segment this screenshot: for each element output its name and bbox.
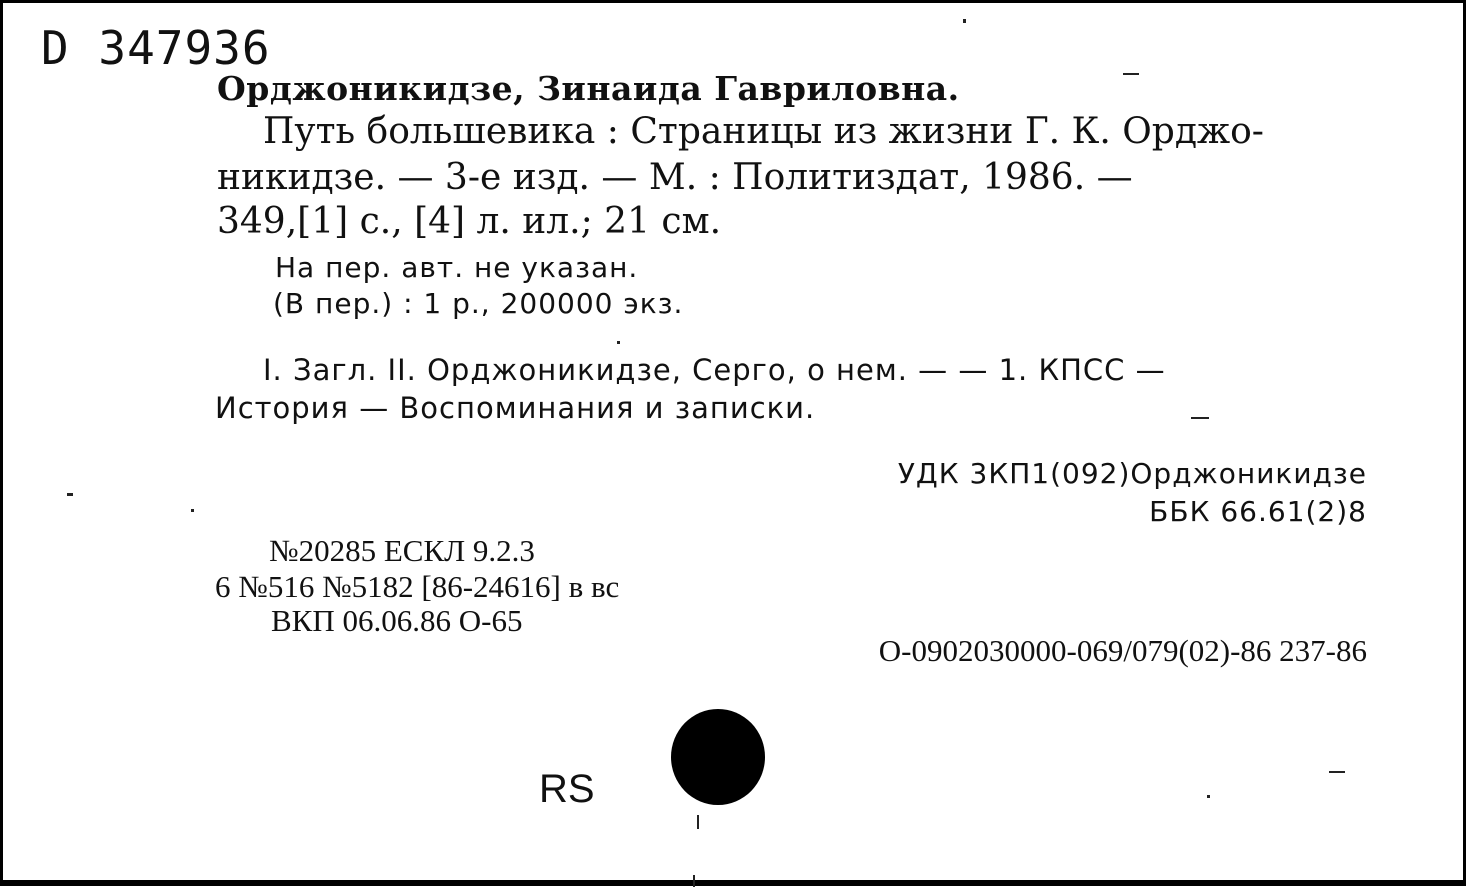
call-number: D 347936 bbox=[41, 21, 271, 75]
note-line-2: (В пер.) : 1 р., 200000 экз. bbox=[273, 287, 684, 320]
location-mark: RS bbox=[539, 767, 595, 811]
tracing-line-2: История — Воспоминания и записки. bbox=[215, 391, 816, 425]
dust-speck bbox=[1329, 771, 1345, 773]
udk-code: УДК 3КП1(092)Орджоникидзе bbox=[897, 457, 1367, 490]
dust-speck bbox=[67, 493, 73, 496]
title-line-2: никидзе. — 3-е изд. — М. : Политиздат, 1986. — bbox=[217, 157, 1133, 198]
tracing-line-1: I. Загл. II. Орджоникидзе, Серго, о нем. — — 1. КПСС — bbox=[263, 353, 1166, 387]
dust-speck bbox=[617, 341, 620, 344]
dust-speck bbox=[1123, 73, 1139, 75]
dust-speck bbox=[1207, 795, 1210, 798]
dust-speck bbox=[697, 815, 699, 829]
bbk-code: ББК 66.61(2)8 bbox=[1149, 495, 1367, 528]
title-line-3: 349,[1] с., [4] л. ил.; 21 см. bbox=[217, 201, 722, 242]
punch-hole-dot bbox=[671, 709, 765, 805]
dust-speck bbox=[191, 509, 194, 512]
isbn-code: О-0902030000-069/079(02)-86 237-86 bbox=[878, 633, 1367, 668]
dust-speck bbox=[1191, 417, 1209, 419]
order-line-2: 6 №516 №5182 [86-24616] в вс bbox=[215, 569, 620, 604]
note-line-1: На пер. авт. не указан. bbox=[275, 251, 639, 284]
author-heading: Орджоникидзе, Зинаида Гавриловна. bbox=[217, 69, 960, 108]
dust-speck bbox=[963, 19, 966, 23]
title-line-1: Путь большевика : Страницы из жизни Г. К. Орджо- bbox=[263, 111, 1264, 152]
order-line-1: №20285 ЕСКЛ 9.2.3 bbox=[269, 533, 535, 568]
dust-speck bbox=[693, 875, 695, 887]
order-line-3: ВКП 06.06.86 О-65 bbox=[271, 603, 523, 638]
